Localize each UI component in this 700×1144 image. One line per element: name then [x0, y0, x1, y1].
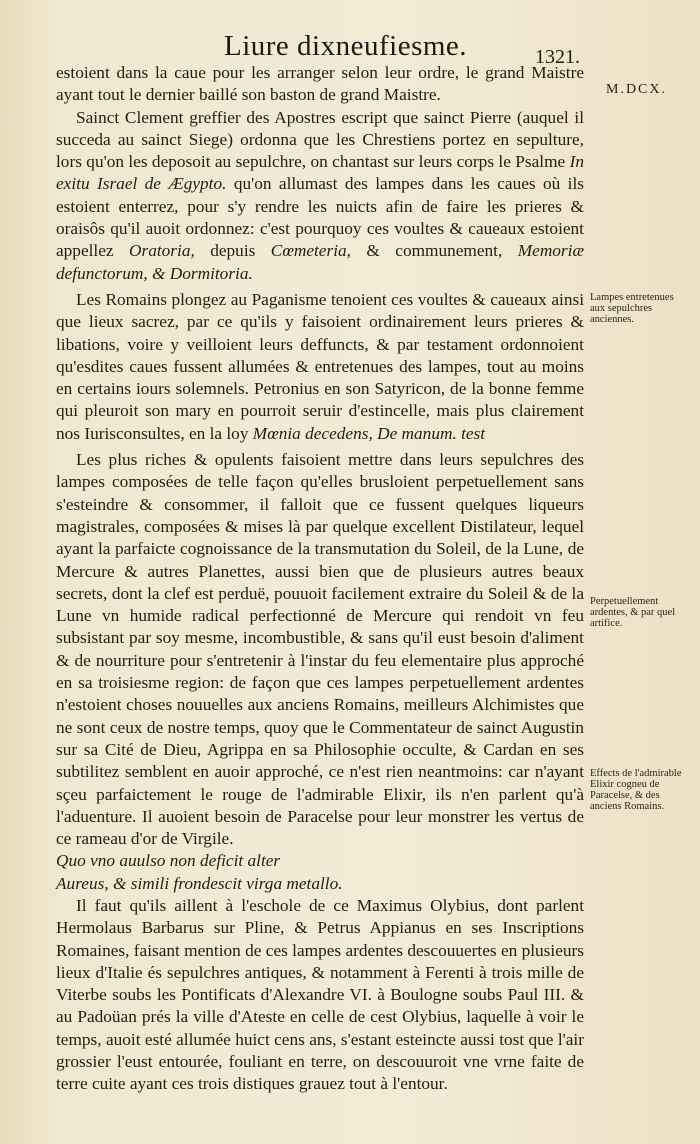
- psalm-quote: In exitu Israel de Ægypto.: [56, 152, 584, 194]
- paragraph-olybius: Il faut qu'ils aillent à l'eschole de ce Maximus Olybius, dont parlent Hermolaus Barbarus sur Pline, & Petrus Appianus en ses Inscriptions Romaines, faisant mention de ces lampes ardentes descouuertes en plusieurs lieux d'Italie és sepulchres antiques, & notamment à Ferenti à trois mille de Viterbe soubs les Pontificats d'Alexandre VI. à Boulogne soubs Paul III. & au Padoüan prés la ville d'Ateste en celle de cest Olybius, laquelle à voir le temps, auoit esté allumée huict cens ans, s'estant esteincte aussi tost que l'air grossier l'eust entourée, fouliant en terre, on descouuroit vne vrne faite de terre cuite ayant ces trois distiques grauez tout à l'entour.: [56, 895, 584, 1094]
- paragraph-text: estoient dans la caue pour les arranger selon leur ordre, le grand Maistre ayant tout le dernier baillé son baston de grand Maistre.: [56, 63, 584, 105]
- latin-term: Cœmeteria,: [270, 241, 351, 261]
- paragraph-text: depuis: [210, 241, 256, 261]
- margin-note: Perpetuellement ardentes, & par quel artifice.: [590, 596, 676, 629]
- latin-term: Memoriæ defunctorum, & Dormitoria.: [56, 241, 584, 283]
- paragraph-text: Sainct Clement greffier des Apostres escript que sainct Pierre (auquel il succeda au sainct Siege) ordonna que les Chrestiens portez en sepulture, lors qu'on les deposoit au sepulchre, on chantast sur leurs corps le Psalme: [56, 107, 584, 172]
- paragraph-text: & communement,: [366, 241, 503, 261]
- paragraph-continuation: [56, 62, 584, 107]
- paragraph-text: Les plus riches & opulents faisoient mettre dans leurs sepulchres des lampes composées de telle façon qu'elles brusloient perpetuellement sans s'esteindre & consommer, il falloit que ce fussent quelques liqueurs magistrales, composées & mises là par quelque excellent Distilateur, lequel ayant la parfaicte cognoissance de la transmutation du Soleil, de la Lune, de Mercure & autres Planettes, aussi bien que de plusieurs autres beaux secrets, dont la clef est perduë, pouuoit facilement extraire du Soleil & de la Lune vn humide radical perfectionné de Mercure qui rendoit vn feu subsistant par soy mesme, incombustible, & sans qu'il eust besoin d'aliment & de nourriture pour s'entretenir à l'instar du feu elementaire plus approché en sa troisiesme region: de façon que ces lampes perpetuellement ardentes n'estoient choses nouuelles aux anciens Romains, meilleurs Alchimistes que ne sont ceux de nostre temps, quoy que le Commentateur de sainct Augustin sur sa Cité de Dieu, Agrippa en sa Philosophie occulte, & Cardan en ses subtilitez semblent en auoir approché, ce n'est rien neantmoins: car n'ayant sçeu parfaictement le rouge de l'admirable Elixir, ils n'en parlent qu'à l'aduenture. Il auoient besoin de Paracelse pour leur monstrer les vertus de ce rameau d'or de Virgile.: [56, 450, 584, 849]
- paragraph-clement: [56, 107, 584, 285]
- paragraph-lampes: [56, 449, 584, 850]
- margin-note: Lampes entretenues aux sepulchres anciennes.: [590, 292, 674, 325]
- verse-line: Aureus, & simili frondescit virga metallo.: [56, 873, 343, 893]
- paragraph-romains: [56, 289, 584, 445]
- latin-term: Oratoria,: [129, 241, 195, 261]
- page-number: 1321.: [535, 46, 580, 68]
- margin-note: Effects de l'admirable Elixir cogneu de Paracelse, & des anciens Romains.: [590, 768, 682, 812]
- latin-term: Mœnia decedens, De manum. test: [252, 423, 486, 443]
- paragraph-text: qu'on allumast des lampes dans les caues où ils estoient enterrez, pour s'y rendre les nuicts afin de faire les prieres & oraisôs qu'il auoit ordonnez: c'est pourquoy ces voultes & caueaux estoient appellez: [56, 174, 584, 261]
- running-head-title: Liure dixneufiesme.: [224, 30, 468, 62]
- paragraph-text: Les Romains plongez au Paganisme tenoient ces voultes & caueaux ainsi que lieux sacrez, par ce qu'ils y faisoient ordinairement leurs prieres & libations, voire y veilloient leurs deffuncts, & par testament ordonnoient qu'esdites caues fussent allumées & entretenues des lampes, tout au moins en certains iours solemnels. Petronius en son Satyricon, de la bonne femme qui pleuroit son mary en pourroit seruir d'estincelle, mais plus clairement nos Iurisconsultes, en la loy: [56, 289, 584, 443]
- main-text-block: [56, 62, 584, 1096]
- margin-year: M.DCX.: [606, 82, 668, 97]
- verse-line: Quo vno auulso non deficit alter: [56, 851, 281, 871]
